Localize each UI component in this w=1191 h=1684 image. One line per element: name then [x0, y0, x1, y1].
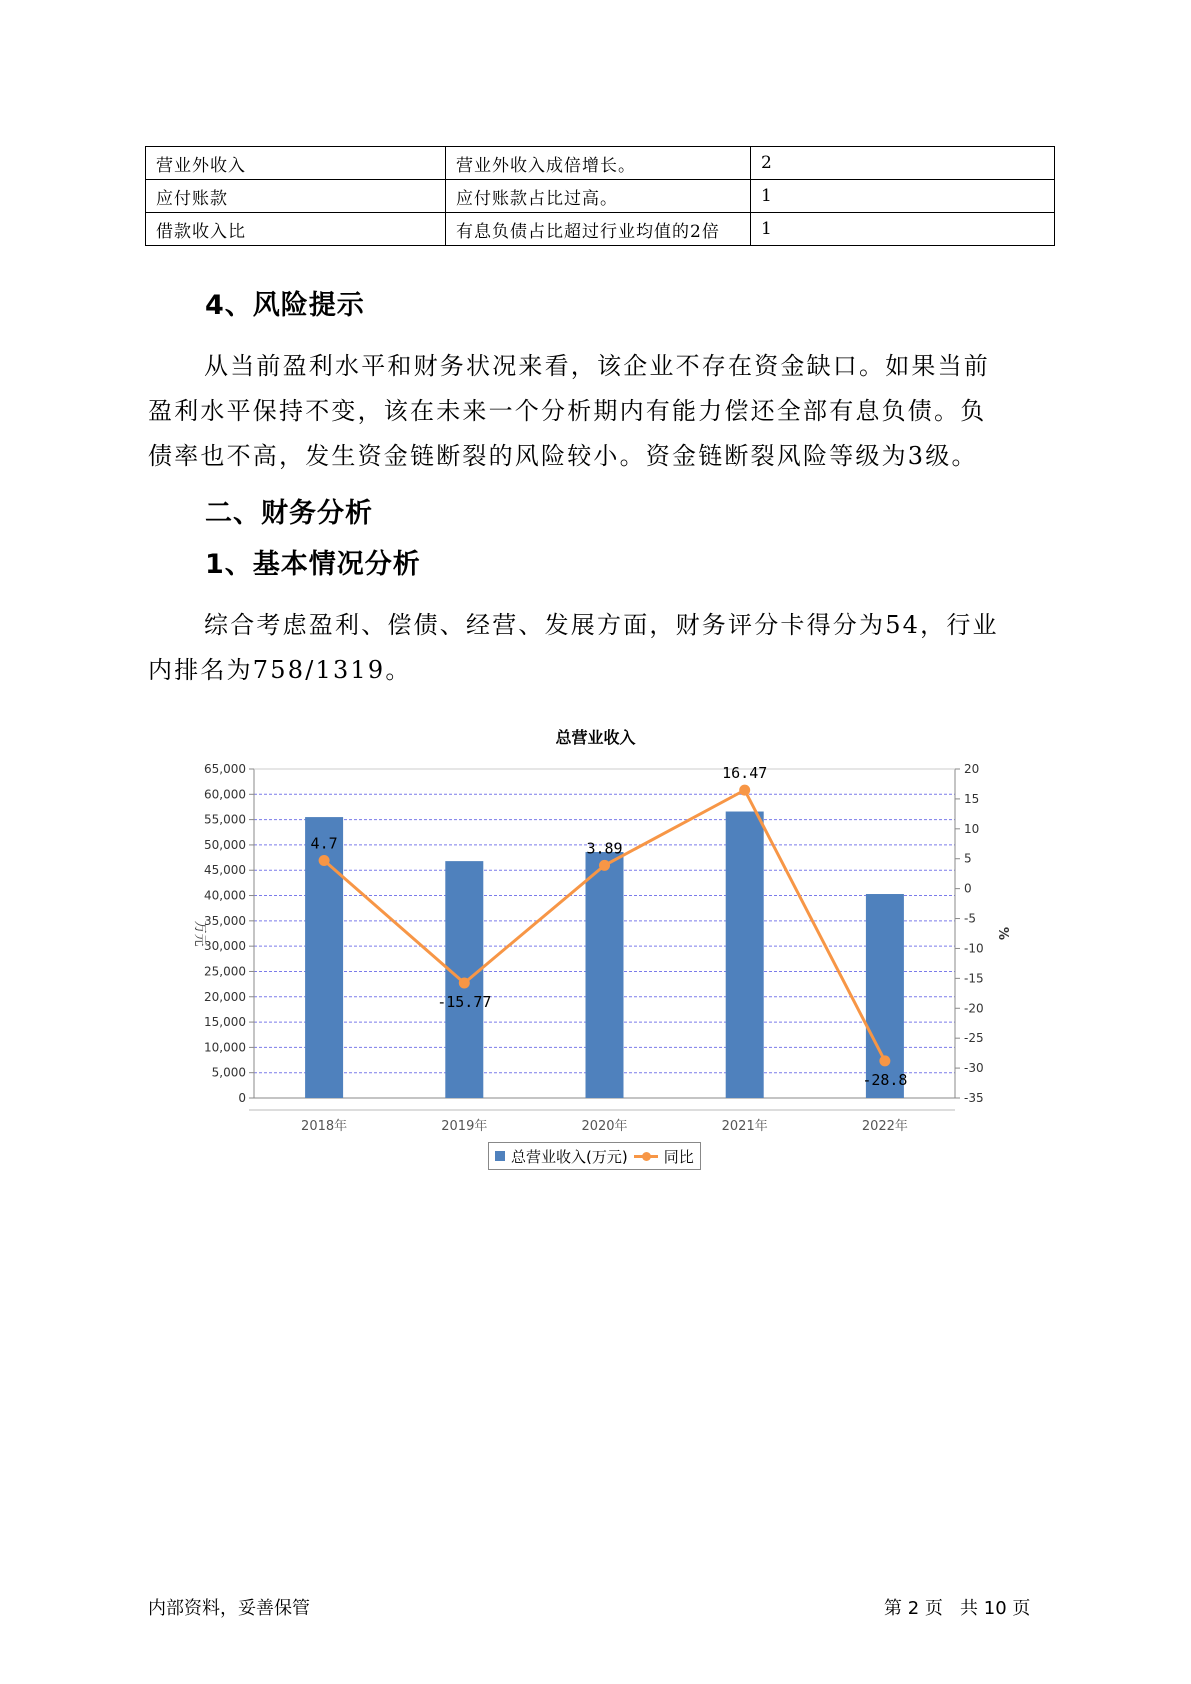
y2-tick-label: -25	[964, 1031, 984, 1046]
y-tick-label: 5,000	[211, 1065, 246, 1080]
yoy-data-label: 3.89	[586, 839, 623, 858]
paragraph-line: 从当前盈利水平和财务状况来看，该企业不存在资金缺口。如果当前	[204, 352, 990, 380]
legend-line-swatch	[634, 1151, 658, 1161]
risk-score: 1	[751, 213, 1055, 246]
risk-score: 1	[751, 180, 1055, 213]
chart-title: 总营业收入	[555, 728, 636, 747]
basic-paragraph	[148, 603, 1058, 693]
yoy-point	[319, 855, 330, 866]
y-axis-label: 万元	[192, 920, 207, 947]
paragraph-line: 盈利水平保持不变，该在未来一个分析期内有能力偿还全部有息负债。负	[148, 397, 987, 425]
y2-tick-label: -20	[964, 1001, 984, 1016]
y2-tick-label: -30	[964, 1061, 984, 1076]
revenue-chart	[180, 750, 1020, 1140]
y2-tick-label: -35	[964, 1091, 984, 1105]
x-tick-label: 2018年	[301, 1119, 348, 1134]
risk-item: 借款收入比	[146, 213, 446, 246]
paragraph-line: 综合考虑盈利、偿债、经营、发展方面，财务评分卡得分为54，行业	[204, 611, 999, 639]
table-row	[146, 180, 1055, 213]
y-tick-label: 10,000	[204, 1040, 246, 1055]
risk-heading: 4、风险提示	[205, 290, 365, 321]
yoy-point	[879, 1055, 890, 1066]
y2-tick-label: 0	[964, 881, 972, 896]
risk-paragraph	[148, 344, 1058, 479]
y-tick-label: 65,000	[204, 762, 246, 776]
legend-bar-label: 总营业收入(万元)	[511, 1147, 628, 1166]
y-tick-label: 35,000	[204, 913, 246, 928]
revenue-bar	[586, 852, 624, 1098]
risk-description: 有息负债占比超过行业均值的2倍	[446, 213, 751, 246]
chart-legend	[488, 1142, 701, 1170]
y-tick-label: 60,000	[204, 787, 246, 802]
basic-heading: 1、基本情况分析	[205, 549, 421, 580]
revenue-bar	[726, 812, 764, 1098]
footer-page-number: 第 2 页 共 10 页	[884, 1598, 1031, 1619]
risk-description: 应付账款占比过高。	[446, 180, 751, 213]
yoy-point	[459, 977, 470, 988]
paragraph-line: 内排名为758/1319。	[148, 656, 412, 684]
y2-tick-label: -15	[964, 971, 984, 986]
y2-tick-label: 20	[964, 762, 980, 776]
y-tick-label: 0	[238, 1091, 246, 1105]
y2-tick-label: -10	[964, 941, 984, 956]
yoy-data-label: -15.77	[437, 992, 492, 1011]
risk-item: 应付账款	[146, 180, 446, 213]
y-tick-label: 45,000	[204, 863, 246, 878]
y-tick-label: 20,000	[204, 989, 246, 1004]
y-tick-label: 15,000	[204, 1015, 246, 1030]
y2-axis-label: %	[995, 926, 1010, 941]
yoy-point	[739, 785, 750, 796]
y-tick-label: 30,000	[204, 939, 246, 954]
x-tick-label: 2021年	[721, 1119, 768, 1134]
risk-table	[145, 146, 1055, 246]
y2-tick-label: -5	[964, 911, 976, 926]
y-tick-label: 55,000	[204, 812, 246, 827]
yoy-point	[599, 860, 610, 871]
x-tick-label: 2020年	[581, 1119, 628, 1134]
y-tick-label: 50,000	[204, 837, 246, 852]
x-tick-label: 2022年	[861, 1119, 908, 1134]
y2-tick-label: 15	[964, 791, 980, 806]
table-row	[146, 147, 1055, 180]
y-tick-label: 40,000	[204, 888, 246, 903]
footer-left: 内部资料，妥善保管	[148, 1598, 310, 1619]
yoy-data-label: 16.47	[722, 764, 768, 783]
yoy-data-label: 4.7	[310, 834, 338, 853]
y-tick-label: 25,000	[204, 964, 246, 979]
x-tick-label: 2019年	[441, 1119, 488, 1134]
finance-heading: 二、财务分析	[205, 498, 373, 529]
yoy-data-label: -28.8	[862, 1070, 908, 1089]
legend-line-label: 同比	[663, 1147, 694, 1166]
y2-tick-label: 10	[964, 821, 980, 836]
legend-bar-swatch	[495, 1151, 505, 1161]
risk-item: 营业外收入	[146, 147, 446, 180]
y2-tick-label: 5	[964, 851, 972, 866]
table-row	[146, 213, 1055, 246]
risk-description: 营业外收入成倍增长。	[446, 147, 751, 180]
paragraph-line: 债率也不高，发生资金链断裂的风险较小。资金链断裂风险等级为3级。	[148, 442, 978, 470]
revenue-bar	[866, 894, 904, 1098]
risk-score: 2	[751, 147, 1055, 180]
